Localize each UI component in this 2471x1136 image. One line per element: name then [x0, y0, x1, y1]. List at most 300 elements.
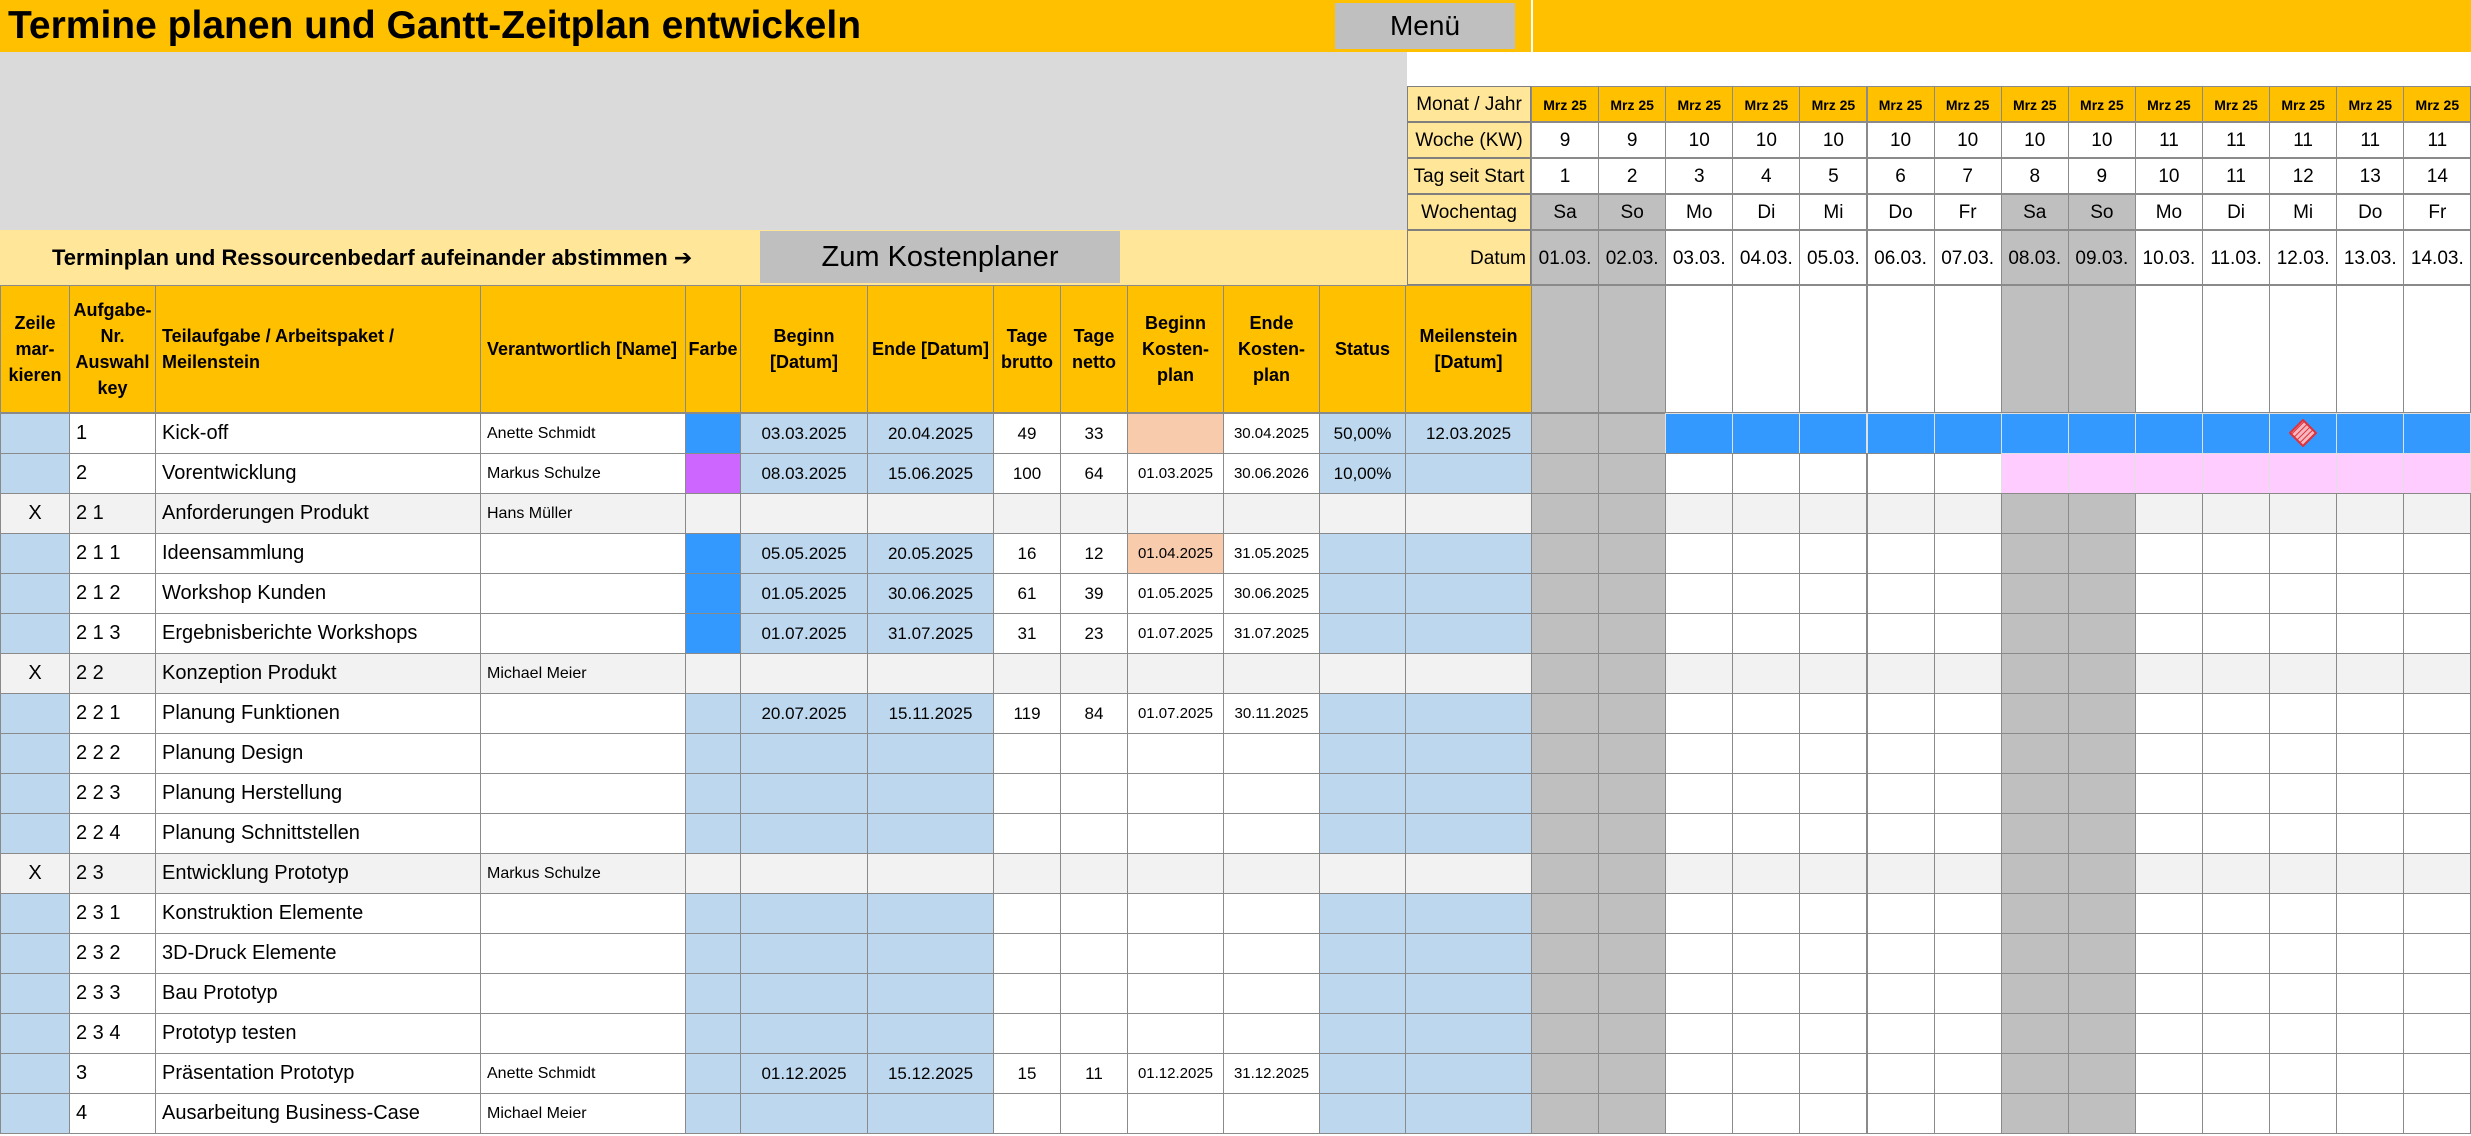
cell-gross: [993, 813, 1061, 854]
gantt-day-cell: [1867, 853, 1935, 894]
cell-cstart: 01.07.2025: [1127, 613, 1224, 654]
cell-milestone: [1405, 493, 1532, 534]
cell-net: [1060, 893, 1128, 934]
cell-cstart: [1127, 493, 1224, 534]
gantt-day-cell: [1934, 533, 2002, 574]
cell-cend: [1223, 493, 1320, 534]
cell-status[interactable]: [1319, 973, 1406, 1014]
gantt-day-cell: [1732, 693, 1800, 734]
gantt-day-cell: [1665, 853, 1733, 894]
cell-start: [740, 973, 868, 1014]
cell-mark[interactable]: X: [0, 853, 70, 894]
title-bar-right: [1531, 0, 2471, 52]
gantt-day-cell: [2336, 853, 2404, 894]
gantt-day-cell: [1531, 1013, 1599, 1054]
gantt-day-cell: [2068, 1093, 2136, 1134]
gantt-day-cell: [2001, 733, 2069, 774]
cell-status[interactable]: [1319, 493, 1406, 534]
timeline-date-cell: 01.03.: [1531, 230, 1599, 285]
cell-status[interactable]: [1319, 533, 1406, 574]
timeline-month-cell: Mrz 25: [1867, 86, 1935, 122]
timeline-week-cell: 9: [1531, 122, 1599, 158]
color-swatch: [685, 413, 741, 454]
cell-status[interactable]: [1319, 933, 1406, 974]
timeline-day-cell: 14: [2403, 158, 2471, 194]
color-swatch: [685, 1013, 741, 1054]
timeline-month-cell: Mrz 25: [2202, 86, 2270, 122]
timeline-month-cell: Mrz 25: [1665, 86, 1733, 122]
cell-mark[interactable]: [0, 533, 70, 574]
gantt-day-cell: [2135, 1093, 2203, 1134]
cell-name: Bau Prototyp: [155, 973, 481, 1014]
cell-start: [740, 773, 868, 814]
cell-mark[interactable]: [0, 693, 70, 734]
timeline-date-cell: 11.03.: [2202, 230, 2270, 285]
cell-status[interactable]: [1319, 693, 1406, 734]
cell-mark[interactable]: [0, 893, 70, 934]
gantt-day-cell: [1867, 533, 1935, 574]
gantt-day-cell: [2001, 533, 2069, 574]
cell-status[interactable]: [1319, 893, 1406, 934]
cell-name: Ausarbeitung Business-Case: [155, 1093, 481, 1134]
timeline-day-cell: 10: [2135, 158, 2203, 194]
gantt-day-cell: [1799, 493, 1867, 534]
gantt-day-cell: [1665, 493, 1733, 534]
gantt-day-cell: [2135, 693, 2203, 734]
cell-milestone: 12.03.2025: [1405, 413, 1532, 454]
gantt-day-cell: [1867, 653, 1935, 694]
timeline-date-cell: 04.03.: [1732, 230, 1800, 285]
cell-nr: 2 1 2: [69, 573, 156, 614]
gantt-day-cell: [1531, 613, 1599, 654]
cell-cend: [1223, 853, 1320, 894]
gantt-day-cell: [2403, 853, 2471, 894]
cell-resp: Michael Meier: [480, 653, 686, 694]
column-header-color: Farbe: [685, 285, 741, 413]
cell-resp: [480, 693, 686, 734]
gantt-day-cell: [1665, 813, 1733, 854]
cell-cend: [1223, 653, 1320, 694]
cell-mark[interactable]: [0, 1093, 70, 1134]
cell-milestone: [1405, 693, 1532, 734]
cell-milestone: [1405, 973, 1532, 1014]
gantt-day-cell: [1732, 613, 1800, 654]
timeline-label-4: Datum: [1407, 230, 1531, 285]
timeline-week-cell: 11: [2135, 122, 2203, 158]
cell-mark[interactable]: [0, 1013, 70, 1054]
gantt-header-day: [1799, 285, 1867, 413]
gantt-day-cell: [1934, 893, 2002, 934]
cell-status[interactable]: [1319, 613, 1406, 654]
gantt-day-cell: [1531, 573, 1599, 614]
gantt-day-cell: [1665, 1053, 1733, 1094]
gantt-day-cell: [2202, 733, 2270, 774]
gantt-header-day: [1665, 285, 1733, 413]
gantt-day-cell: [2068, 653, 2136, 694]
gantt-day-cell: [1867, 613, 1935, 654]
cell-start: [740, 653, 868, 694]
gantt-day-cell: [1598, 813, 1666, 854]
cell-gross: [993, 853, 1061, 894]
gantt-day-cell: [1598, 973, 1666, 1014]
color-swatch: [685, 813, 741, 854]
gantt-day-cell: [1531, 413, 1599, 454]
cell-milestone: [1405, 1013, 1532, 1054]
gantt-day-cell: [1665, 933, 1733, 974]
gantt-day-cell: [1598, 893, 1666, 934]
cell-cstart: 01.04.2025: [1127, 533, 1224, 574]
gantt-day-cell: [1799, 1093, 1867, 1134]
gantt-day-cell: [2269, 613, 2337, 654]
timeline-week-cell: 11: [2269, 122, 2337, 158]
gantt-day-cell: [2336, 1013, 2404, 1054]
cell-name: Planung Herstellung: [155, 773, 481, 814]
gantt-day-cell: [1598, 693, 1666, 734]
gantt-day-cell: [2403, 693, 2471, 734]
gantt-day-cell: [1867, 493, 1935, 534]
gantt-day-cell: [2202, 693, 2270, 734]
cell-cend: 31.05.2025: [1223, 533, 1320, 574]
cell-status[interactable]: [1319, 813, 1406, 854]
gantt-day-cell: [1867, 973, 1935, 1014]
gantt-day-cell: [2068, 933, 2136, 974]
gantt-day-cell: [1934, 413, 2002, 454]
gantt-day-cell: [1732, 493, 1800, 534]
cell-status[interactable]: [1319, 853, 1406, 894]
cell-milestone: [1405, 533, 1532, 574]
cell-net: 39: [1060, 573, 1128, 614]
cell-gross: 31: [993, 613, 1061, 654]
cell-cend: 30.06.2025: [1223, 573, 1320, 614]
gantt-day-cell: [1598, 1093, 1666, 1134]
gantt-day-cell: [2001, 1053, 2069, 1094]
timeline-weekday-cell: Mi: [2269, 194, 2337, 230]
timeline-month-cell: Mrz 25: [2269, 86, 2337, 122]
gantt-day-cell: [2068, 813, 2136, 854]
color-swatch: [685, 893, 741, 934]
cell-status[interactable]: [1319, 773, 1406, 814]
gantt-day-cell: [2135, 453, 2203, 494]
gantt-day-cell: [1531, 693, 1599, 734]
cell-status[interactable]: 50,00%: [1319, 413, 1406, 454]
gantt-day-cell: [2269, 733, 2337, 774]
gantt-day-cell: [2403, 613, 2471, 654]
gantt-day-cell: [2336, 613, 2404, 654]
cell-mark[interactable]: X: [0, 653, 70, 694]
gantt-day-cell: [2403, 573, 2471, 614]
menu-button[interactable]: Menü: [1335, 3, 1515, 49]
gantt-day-cell: [1867, 733, 1935, 774]
color-swatch: [685, 773, 741, 814]
gantt-day-cell: [1799, 653, 1867, 694]
gantt-day-cell: [1531, 973, 1599, 1014]
cell-gross: [993, 493, 1061, 534]
cell-mark[interactable]: [0, 413, 70, 454]
timeline-week-cell: 10: [1867, 122, 1935, 158]
gantt-day-cell: [1799, 973, 1867, 1014]
cell-status[interactable]: [1319, 1013, 1406, 1054]
cell-cend: [1223, 1093, 1320, 1134]
gantt-day-cell: [1665, 533, 1733, 574]
cell-gross: [993, 1093, 1061, 1134]
cell-mark[interactable]: [0, 773, 70, 814]
cell-cstart: 01.07.2025: [1127, 693, 1224, 734]
timeline-weekday-cell: Di: [2202, 194, 2270, 230]
gantt-day-cell: [2269, 933, 2337, 974]
timeline-label-0: Monat / Jahr: [1407, 86, 1531, 122]
cell-net: [1060, 773, 1128, 814]
gantt-day-cell: [1732, 733, 1800, 774]
cell-start: [740, 893, 868, 934]
gantt-day-cell: [2202, 533, 2270, 574]
gantt-day-cell: [2336, 773, 2404, 814]
gantt-day-cell: [2403, 1013, 2471, 1054]
cell-nr: 2 3 1: [69, 893, 156, 934]
cell-mark[interactable]: [0, 573, 70, 614]
cost-planner-button[interactable]: Zum Kostenplaner: [760, 231, 1120, 283]
gantt-day-cell: [2336, 973, 2404, 1014]
cell-status[interactable]: [1319, 1093, 1406, 1134]
gantt-day-cell: [2269, 973, 2337, 1014]
timeline-day-cell: 5: [1799, 158, 1867, 194]
gantt-day-cell: [1732, 773, 1800, 814]
gantt-day-cell: [2068, 493, 2136, 534]
cell-net: 64: [1060, 453, 1128, 494]
cell-nr: 2 3: [69, 853, 156, 894]
gantt-day-cell: [1531, 453, 1599, 494]
gantt-day-cell: [2001, 493, 2069, 534]
cell-milestone: [1405, 453, 1532, 494]
cell-end: [867, 853, 994, 894]
cell-gross: [993, 973, 1061, 1014]
color-swatch: [685, 933, 741, 974]
cell-end: [867, 493, 994, 534]
gantt-day-cell: [1598, 773, 1666, 814]
gantt-day-cell: [2001, 853, 2069, 894]
cell-name: 3D-Druck Elemente: [155, 933, 481, 974]
banner-text: Terminplan und Ressourcenbedarf aufeinander abstimmen ➔: [52, 245, 693, 270]
gantt-day-cell: [1934, 773, 2002, 814]
cell-nr: 2 2: [69, 653, 156, 694]
timeline-label-1: Woche (KW): [1407, 122, 1531, 158]
gantt-day-cell: [2403, 773, 2471, 814]
cell-resp: [480, 973, 686, 1014]
gantt-day-cell: [2135, 1053, 2203, 1094]
cell-resp: [480, 733, 686, 774]
cell-end: [867, 1093, 994, 1134]
cell-mark[interactable]: [0, 973, 70, 1014]
timeline-week-cell: 10: [2068, 122, 2136, 158]
gantt-day-cell: [2336, 533, 2404, 574]
cell-name: Kick-off: [155, 413, 481, 454]
gantt-day-cell: [2269, 533, 2337, 574]
timeline-weekday-cell: Sa: [1531, 194, 1599, 230]
gantt-day-cell: [1934, 453, 2002, 494]
timeline-date-cell: 14.03.: [2403, 230, 2471, 285]
cell-nr: 1: [69, 413, 156, 454]
gantt-day-cell: [1665, 413, 1733, 454]
gantt-day-cell: [1799, 813, 1867, 854]
gantt-day-cell: [2403, 413, 2471, 454]
cell-cend: 31.07.2025: [1223, 613, 1320, 654]
gantt-day-cell: [1799, 533, 1867, 574]
gantt-header-day: [2336, 285, 2404, 413]
cell-gross: 49: [993, 413, 1061, 454]
cell-net: 84: [1060, 693, 1128, 734]
gantt-day-cell: [2269, 573, 2337, 614]
gantt-day-cell: [1934, 733, 2002, 774]
cell-name: Planung Schnittstellen: [155, 813, 481, 854]
cell-mark[interactable]: [0, 733, 70, 774]
cell-resp: Markus Schulze: [480, 853, 686, 894]
timeline-day-cell: 8: [2001, 158, 2069, 194]
cell-name: Präsentation Prototyp: [155, 1053, 481, 1094]
gantt-day-cell: [2001, 453, 2069, 494]
cell-net: 11: [1060, 1053, 1128, 1094]
cell-gross: [993, 773, 1061, 814]
gantt-day-cell: [1665, 653, 1733, 694]
cell-resp: [480, 773, 686, 814]
cell-cstart: [1127, 1013, 1224, 1054]
cell-mark[interactable]: [0, 813, 70, 854]
cell-cstart: 01.05.2025: [1127, 573, 1224, 614]
gantt-day-cell: [1531, 733, 1599, 774]
gantt-day-cell: [2336, 693, 2404, 734]
gantt-day-cell: [2068, 733, 2136, 774]
gantt-day-cell: [1867, 413, 1935, 454]
gantt-day-cell: [2403, 933, 2471, 974]
timeline-date-cell: 08.03.: [2001, 230, 2069, 285]
gantt-day-cell: [1934, 933, 2002, 974]
cell-name: Konstruktion Elemente: [155, 893, 481, 934]
cell-nr: 4: [69, 1093, 156, 1134]
gantt-day-cell: [1598, 413, 1666, 454]
cell-cstart: 01.12.2025: [1127, 1053, 1224, 1094]
cell-cstart: 01.03.2025: [1127, 453, 1224, 494]
cell-status[interactable]: [1319, 573, 1406, 614]
gantt-day-cell: [2202, 1093, 2270, 1134]
cell-start: 01.07.2025: [740, 613, 868, 654]
cell-start: 01.05.2025: [740, 573, 868, 614]
cell-name: Anforderungen Produkt: [155, 493, 481, 534]
gantt-day-cell: [2269, 653, 2337, 694]
gantt-header-day: [2403, 285, 2471, 413]
cell-name: Ergebnisberichte Workshops: [155, 613, 481, 654]
cell-name: Planung Funktionen: [155, 693, 481, 734]
timeline-date-cell: 06.03.: [1867, 230, 1935, 285]
column-header-start: Beginn [Datum]: [740, 285, 868, 413]
gantt-day-cell: [2001, 1013, 2069, 1054]
color-swatch: [685, 693, 741, 734]
gantt-day-cell: [1665, 973, 1733, 1014]
cell-gross: 16: [993, 533, 1061, 574]
timeline-week-cell: 11: [2336, 122, 2404, 158]
gantt-day-cell: [2135, 933, 2203, 974]
gantt-day-cell: [1799, 1013, 1867, 1054]
cell-cend: 30.04.2025: [1223, 413, 1320, 454]
cell-nr: 2 3 4: [69, 1013, 156, 1054]
gantt-day-cell: [2269, 693, 2337, 734]
gantt-day-cell: [2135, 573, 2203, 614]
column-header-nr: Aufgabe-Nr. Auswahl key: [69, 285, 156, 413]
gantt-day-cell: [2202, 773, 2270, 814]
cell-gross: 61: [993, 573, 1061, 614]
color-swatch: [685, 1093, 741, 1134]
gantt-day-cell: [2068, 893, 2136, 934]
cell-mark[interactable]: X: [0, 493, 70, 534]
cell-cend: [1223, 933, 1320, 974]
cell-start: 08.03.2025: [740, 453, 868, 494]
gantt-day-cell: [2403, 973, 2471, 1014]
gantt-day-cell: [1867, 773, 1935, 814]
timeline-day-cell: 3: [1665, 158, 1733, 194]
timeline-date-cell: 03.03.: [1665, 230, 1733, 285]
gantt-day-cell: [1665, 773, 1733, 814]
cell-status[interactable]: [1319, 653, 1406, 694]
cell-status[interactable]: [1319, 1053, 1406, 1094]
gantt-day-cell: [2135, 1013, 2203, 1054]
cell-end: [867, 733, 994, 774]
timeline-day-cell: 13: [2336, 158, 2404, 194]
gantt-day-cell: [2202, 453, 2270, 494]
gantt-day-cell: [2135, 413, 2203, 454]
gantt-day-cell: [1531, 893, 1599, 934]
gantt-day-cell: [1665, 693, 1733, 734]
timeline-weekday-cell: Di: [1732, 194, 1800, 230]
cell-status[interactable]: [1319, 733, 1406, 774]
cell-net: [1060, 933, 1128, 974]
cell-mark[interactable]: [0, 613, 70, 654]
gantt-day-cell: [2068, 533, 2136, 574]
gantt-day-cell: [1732, 893, 1800, 934]
gantt-day-cell: [2135, 893, 2203, 934]
cell-cend: [1223, 1013, 1320, 1054]
cell-start: [740, 813, 868, 854]
page-title: Termine planen und Gantt-Zeitplan entwickeln: [8, 4, 862, 47]
gantt-day-cell: [1799, 853, 1867, 894]
cell-net: [1060, 653, 1128, 694]
timeline-month-cell: Mrz 25: [2336, 86, 2404, 122]
gantt-day-cell: [2202, 653, 2270, 694]
cell-milestone: [1405, 653, 1532, 694]
cell-cend: 31.12.2025: [1223, 1053, 1320, 1094]
cell-net: [1060, 973, 1128, 1014]
timeline-weekday-cell: Mo: [1665, 194, 1733, 230]
cell-mark[interactable]: [0, 933, 70, 974]
cell-mark[interactable]: [0, 453, 70, 494]
timeline-label-2: Tag seit Start: [1407, 158, 1531, 194]
gantt-day-cell: [2001, 893, 2069, 934]
color-swatch: [685, 613, 741, 654]
gantt-day-cell: [1531, 813, 1599, 854]
cell-resp: [480, 893, 686, 934]
cell-end: 20.04.2025: [867, 413, 994, 454]
gantt-day-cell: [1732, 533, 1800, 574]
cell-status[interactable]: 10,00%: [1319, 453, 1406, 494]
gantt-day-cell: [2135, 973, 2203, 1014]
cell-nr: 2 3 3: [69, 973, 156, 1014]
cell-end: 15.06.2025: [867, 453, 994, 494]
gantt-day-cell: [1934, 573, 2002, 614]
gantt-day-cell: [1867, 933, 1935, 974]
cell-gross: [993, 893, 1061, 934]
gantt-day-cell: [1934, 493, 2002, 534]
timeline-weekday-cell: Fr: [2403, 194, 2471, 230]
cell-start: 01.12.2025: [740, 1053, 868, 1094]
gantt-day-cell: [2068, 693, 2136, 734]
cell-mark[interactable]: [0, 1053, 70, 1094]
gantt-day-cell: [1799, 733, 1867, 774]
